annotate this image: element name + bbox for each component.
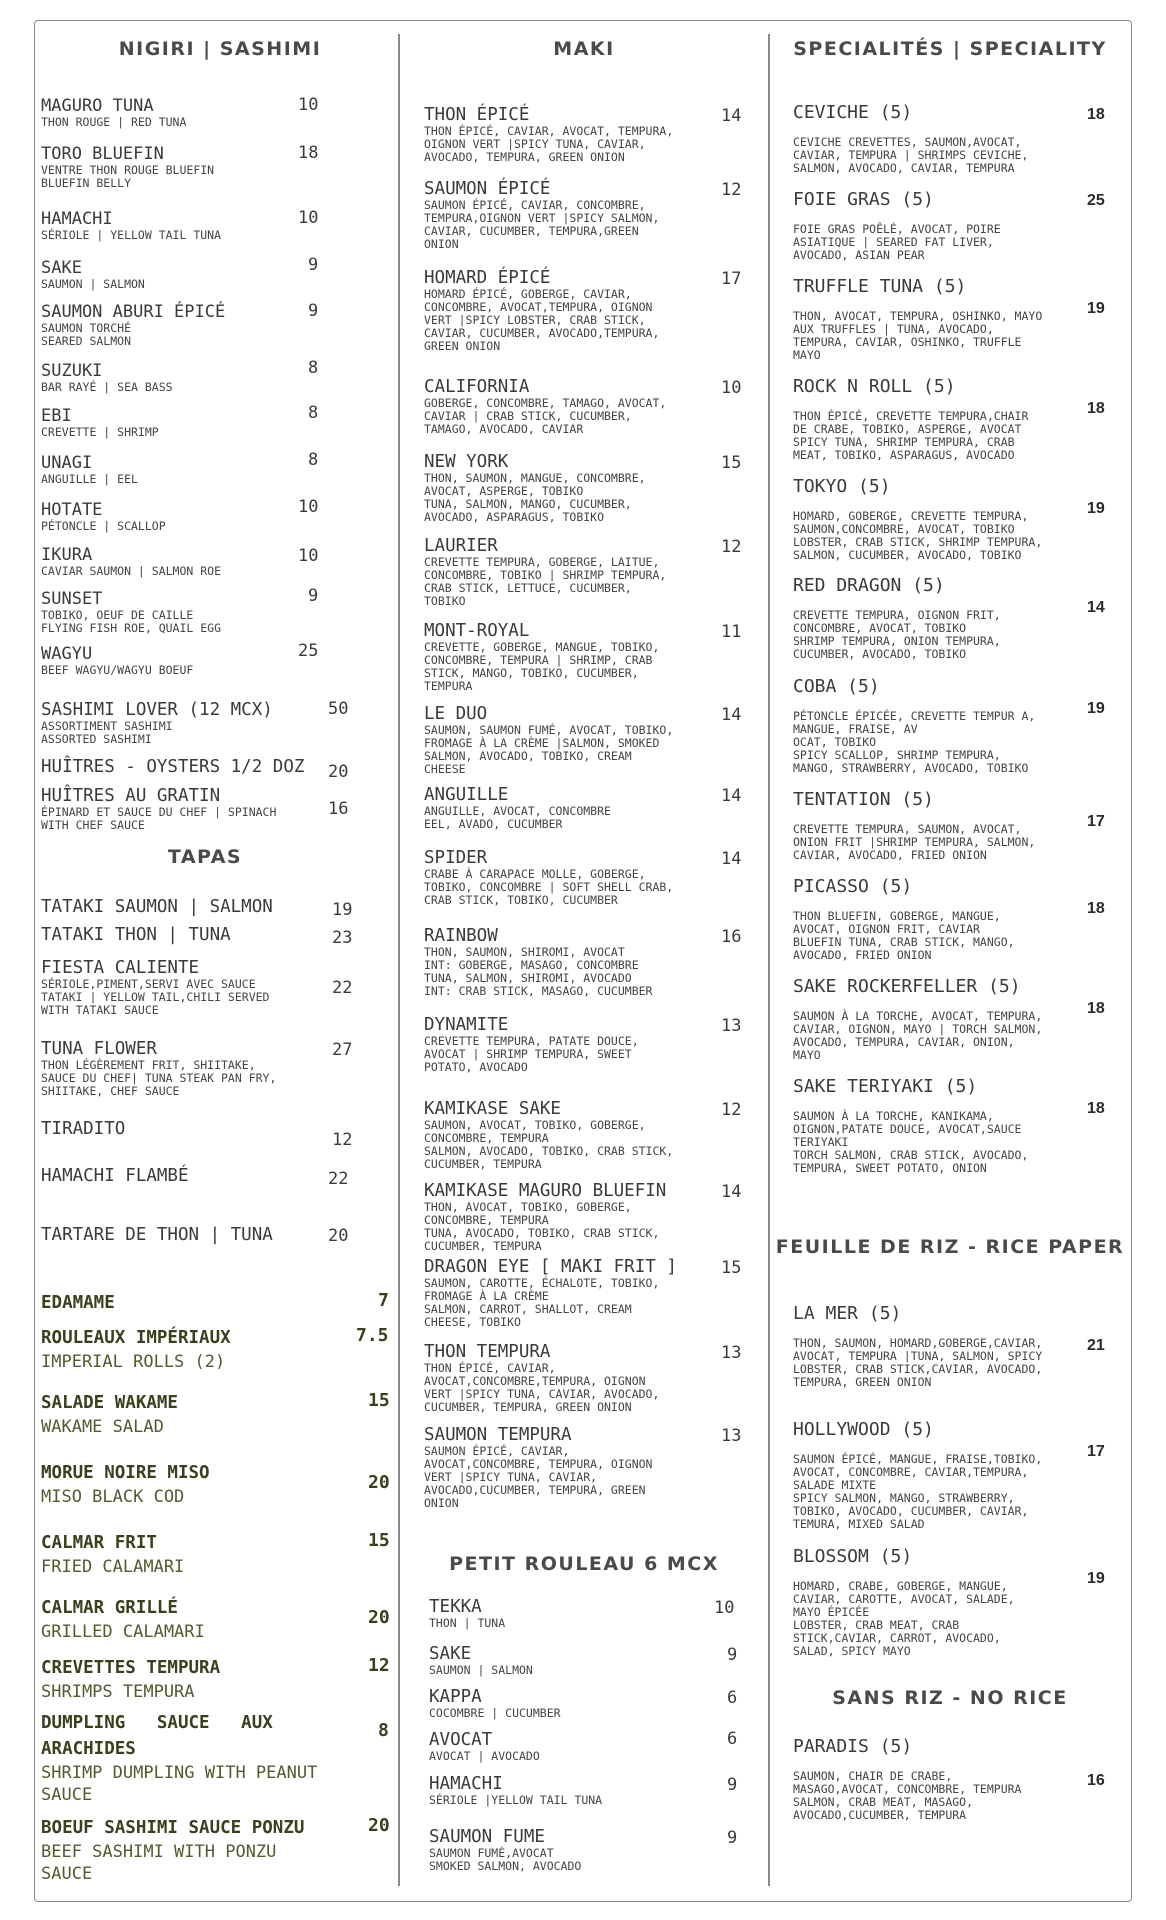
item-price: 11 (721, 622, 742, 642)
menu-item (41, 454, 138, 486)
item-description: COCOMBRE | CUCUMBER (429, 1706, 561, 1720)
column-title-nigiri: NIGIRI | SASHIMI (118, 38, 322, 60)
item-price: 17 (1087, 813, 1105, 830)
item-description: CRABE À CARAPACE MOLLE, GOBERGE, TOBIKO, CONCOMBRE | SOFT SHELL CRAB, CRAB STICK, TOBIKO, CUCUMBER (424, 867, 674, 907)
item-description: SAUMON ÉPICÉ, CAVIAR, AVOCAT,CONCOMBRE, TEMPURA, OIGNON VERT |SPICY TUNA, CAVIAR, AVOCADO,CUCUMBER, TEMPURA, GREEN ONION (424, 1444, 653, 1510)
item-price: 9 (727, 1775, 738, 1795)
item-name: UNAGI (41, 453, 93, 473)
item-price: 18 (298, 143, 319, 163)
menu-item (424, 378, 666, 436)
item-description: THON ÉPICÉ, CREVETTE TEMPURA,CHAIR DE CRABE, TOBIKO, ASPERGE, AVOCAT SPICY TUNA, SHRIMP TEMPURA, CRAB MEAT, TOBIKO, ASPARAGUS, AVOCADO (793, 409, 1029, 462)
item-name: TRUFFLE TUNA (5) (793, 276, 967, 297)
item-price: 25 (1087, 192, 1105, 209)
item-price: 7.5 (356, 1325, 389, 1346)
menu-item (41, 1167, 189, 1185)
item-price: 14 (721, 849, 742, 869)
menu-item (793, 1548, 1015, 1658)
item-description: SAUMON, CAROTTE, ÉCHALOTE, TOBIKO, FROMAGE À LA CRÈME SALMON, CARROT, SHALLOT, CREAM CHEESE, TOBIKO (424, 1276, 660, 1329)
item-description: ASSORTIMENT SASHIMI ASSORTED SASHIMI (41, 719, 173, 746)
menu-item (793, 278, 1042, 362)
menu-item (41, 1815, 351, 1885)
item-price: 27 (332, 1040, 353, 1060)
item-name: NEW YORK (424, 452, 509, 472)
menu-item (793, 978, 1042, 1062)
item-name: SAUMON TEMPURA (424, 1425, 572, 1445)
menu-item (41, 546, 221, 578)
column-title-speciality: SPECIALITÉS | SPECIALITY (793, 38, 1107, 60)
item-name: HUÎTRES AU GRATIN (41, 786, 221, 806)
menu-item (41, 1595, 351, 1643)
menu-item (424, 453, 646, 524)
menu-item (424, 786, 611, 831)
item-price: 18 (1087, 1000, 1105, 1017)
menu-item (429, 1775, 602, 1807)
item-name: DUMPLING SAUCE AUX ARACHIDES (41, 1713, 273, 1759)
menu-item (424, 269, 659, 353)
item-name: ANGUILLE (424, 785, 509, 805)
item-price: 20 (368, 1472, 390, 1493)
menu-item (793, 1421, 1042, 1531)
section-title-tapas: TAPAS (167, 846, 243, 868)
menu-item (41, 210, 221, 242)
item-price: 19 (332, 900, 353, 920)
item-name: HAMACHI (41, 209, 113, 229)
item-description: WAKAME SALAD (41, 1417, 164, 1437)
menu-item (41, 758, 304, 776)
item-price: 18 (1087, 400, 1105, 417)
menu-item (793, 1078, 1028, 1175)
item-description: BAR RAYÉ | SEA BASS (41, 380, 173, 394)
item-name: LA MER (5) (793, 1303, 902, 1324)
item-price: 20 (368, 1815, 390, 1836)
item-description: SÉRIOLE,PIMENT,SERVI AVEC SAUCE TATAKI | YELLOW TAIL,CHILI SERVED WITH TATAKI SAUCE (41, 977, 270, 1017)
menu-item (793, 791, 1035, 862)
item-name: IKURA (41, 545, 93, 565)
item-price: 8 (378, 1720, 389, 1741)
menu-item (41, 1120, 125, 1138)
item-description: GOBERGE, CONCOMBRE, TAMAGO, AVOCAT, CAVIAR | CRAB STICK, CUCUMBER, TAMAGO, AVOCADO, CAVIAR (424, 396, 667, 436)
item-description: THON ÉPICÉ, CAVIAR, AVOCAT, TEMPURA, OIGNON VERT |SPICY TUNA, CAVIAR, AVOCADO, TEMPURA, GREEN ONION (424, 124, 674, 164)
item-description: THON ÉPICÉ, CAVIAR, AVOCAT,CONCOMBRE,TEMPURA, OIGNON VERT |SPICY TUNA, CAVIAR, AVOCADO, CUCUMBER, TEMPURA, GREEN ONION (424, 1361, 660, 1414)
item-description: SAUMON ÉPICÉ, CAVIAR, CONCOMBRE, TEMPURA,OIGNON VERT |SPICY SALMON, CAVIAR, CUCUMBER, TEMPURA,GREEN ONION (424, 198, 660, 251)
item-price: 7 (378, 1290, 389, 1311)
item-name: SAKE ROCKERFELLER (5) (793, 976, 1021, 997)
item-name: THON TEMPURA (424, 1342, 551, 1362)
item-name: CEVICHE (5) (793, 102, 913, 123)
menu-item (424, 1258, 677, 1329)
item-name: SAUMON ÉPICÉ (424, 179, 551, 199)
item-price: 20 (368, 1607, 390, 1628)
item-description: THON, SAUMON, MANGUE, CONCOMBRE, AVOCAT, ASPERGE, TOBIKO TUNA, SALMON, MANGO, CUCUMBER, AVOCADO, ASPARAGUS, TOBIKO (424, 471, 646, 524)
item-price: 8 (308, 450, 319, 470)
menu-item (41, 362, 173, 394)
item-price: 17 (1087, 1443, 1105, 1460)
item-price: 21 (1087, 1337, 1105, 1354)
menu-item (41, 1226, 273, 1244)
item-description: THON, AVOCAT, TOBIKO, GOBERGE, CONCOMBRE, TEMPURA TUNA, AVOCADO, TOBIKO, CRAB STICK, CUCUMBER, TEMPURA (424, 1200, 660, 1253)
item-description: HOMARD, GOBERGE, CREVETTE TEMPURA, SAUMON,CONCOMBRE, AVOCAT, TOBIKO LOBSTER, CRAB STICK, SHRIMP TEMPURA, SALMON, CUCUMBER, AVOCADO, TOBIKO (793, 509, 1043, 562)
item-name: SUNSET (41, 589, 103, 609)
item-name: EDAMAME (41, 1293, 115, 1313)
item-name: FIESTA CALIENTE (41, 958, 200, 978)
item-price: 10 (298, 546, 319, 566)
item-description: CREVETTE TEMPURA, GOBERGE, LAITUE, CONCOMBRE, TOBIKO | SHRIMP TEMPURA, CRAB STICK, LETTUCE, CUCUMBER, TOBIKO (424, 555, 667, 608)
item-price: 25 (298, 641, 319, 661)
item-description: SAUMON À LA TORCHE, KANIKAMA, OIGNON,PATATE DOUCE, AVOCAT,SAUCE TERIYAKI TORCH SALMON, CRAB STICK, AVOCADO, TEMPURA, SWEET POTATO, ONION (793, 1109, 1029, 1175)
menu-item (41, 303, 225, 348)
item-price: 19 (1087, 700, 1105, 717)
menu-item (41, 1460, 351, 1508)
item-price: 9 (308, 255, 319, 275)
item-name: MONT-ROYAL (424, 621, 530, 641)
item-description: THON, SAUMON, HOMARD,GOBERGE,CAVIAR, AVOCAT, TEMPURA |TUNA, SALMON, SPICY LOBSTER, CRAB STICK,CAVIAR, AVOCADO, TEMPURA, GREEN ONION (793, 1336, 1043, 1389)
item-price: 10 (298, 208, 319, 228)
item-description: IMPERIAL ROLLS (2) (41, 1352, 226, 1372)
menu-item (41, 145, 214, 190)
item-description: SAUMON TORCHÉ SEARED SALMON (41, 321, 132, 348)
item-price: 15 (721, 1258, 742, 1278)
item-price: 18 (1087, 900, 1105, 917)
item-description: ANGUILLE | EEL (41, 472, 138, 486)
item-price: 15 (368, 1530, 390, 1551)
item-name: RAINBOW (424, 926, 498, 946)
item-description: SAUMON À LA TORCHE, AVOCAT, TEMPURA, CAVIAR, OIGNON, MAYO | TORCH SALMON, AVOCADO, TEMPURA, CAVIAR, ONION, MAYO (793, 1009, 1043, 1062)
item-name: TOKYO (5) (793, 476, 891, 497)
item-name: SPIDER (424, 848, 488, 868)
item-price: 6 (727, 1729, 738, 1749)
item-description: SÉRIOLE | YELLOW TAIL TUNA (41, 228, 222, 242)
menu-item (41, 1390, 351, 1438)
item-price: 9 (308, 586, 319, 606)
column-divider (768, 34, 770, 1886)
menu-item (41, 959, 269, 1017)
menu-item (424, 537, 666, 608)
item-name: SALADE WAKAME (41, 1393, 178, 1413)
item-description: CREVETTE TEMPURA, PATATE DOUCE, AVOCAT | SHRIMP TEMPURA, SWEET POTATO, AVOCADO (424, 1034, 639, 1074)
item-price: 16 (721, 927, 742, 947)
item-description: CEVICHE CREVETTES, SAUMON,AVOCAT, CAVIAR, TEMPURA | SHRIMPS CEVICHE, SALMON, AVOCADO, CAVIAR, TEMPURA (793, 135, 1029, 175)
item-name: DYNAMITE (424, 1015, 509, 1035)
column-divider (398, 34, 400, 1886)
section-title-rice-paper: FEUILLE DE RIZ - RICE PAPER (775, 1236, 1125, 1258)
item-name: TARTARE DE THON | TUNA (41, 1225, 273, 1245)
item-name: TORO BLUEFIN (41, 144, 164, 164)
menu-item (41, 501, 166, 533)
menu-item (424, 927, 652, 998)
item-price: 19 (1087, 300, 1105, 317)
item-name: PARADIS (5) (793, 1736, 913, 1757)
item-description: PÉTONCLE ÉPICÉE, CREVETTE TEMPUR A, MANGUE, FRAISE, AV OCAT, TOBIKO SPICY SCALLOP, SHRIMP TEMPURA, MANGO, STRAWBERRY, AVOCADO, TOBIKO (793, 709, 1036, 775)
menu-item (41, 407, 159, 439)
item-name: SAKE TERIYAKI (5) (793, 1076, 978, 1097)
item-description: SHRIMP DUMPLING WITH PEANUT SAUCE (41, 1763, 318, 1805)
item-price: 8 (308, 403, 319, 423)
item-description: PÉTONCLE | SCALLOP (41, 519, 166, 533)
menu-item (424, 1100, 673, 1171)
item-description: SAUMON, SAUMON FUMÉ, AVOCAT, TOBIKO, FROMAGE À LA CRÈME |SALMON, SMOKED SALMON, AVOCADO, TOBIKO, CREAM CHEESE (424, 723, 674, 776)
menu-item (41, 645, 193, 677)
menu-item (424, 849, 673, 907)
menu-item (41, 1655, 351, 1703)
menu-item (429, 1598, 505, 1630)
menu-item (424, 1182, 666, 1253)
item-description: ANGUILLE, AVOCAT, CONCOMBRE EEL, AVADO, CUCUMBER (424, 804, 611, 831)
item-name: ROULEAUX IMPÉRIAUX (41, 1328, 231, 1348)
item-description: CAVIAR SAUMON | SALMON ROE (41, 564, 222, 578)
item-name: BOEUF SASHIMI SAUCE PONZU (41, 1818, 305, 1838)
item-name: RED DRAGON (5) (793, 575, 945, 596)
item-description: GRILLED CALAMARI (41, 1622, 205, 1642)
item-description: BEEF WAGYU/WAGYU BOEUF (41, 663, 194, 677)
item-name: HOLLYWOOD (5) (793, 1419, 934, 1440)
item-price: 15 (368, 1390, 390, 1411)
menu-item (793, 678, 1035, 775)
item-price: 16 (1087, 1772, 1105, 1789)
item-description: THON, SAUMON, SHIROMI, AVOCAT INT: GOBERGE, MASAGO, CONCOMBRE TUNA, SALMON, SHIROMI, AVOCADO INT: CRAB STICK, MASAGO, CUCUMBER (424, 945, 653, 998)
item-name: TENTATION (5) (793, 789, 934, 810)
item-name: HOMARD ÉPICÉ (424, 268, 551, 288)
item-price: 10 (298, 497, 319, 517)
item-price: 12 (721, 537, 742, 557)
menu-item (793, 878, 1015, 962)
item-price: 9 (727, 1828, 738, 1848)
item-name: WAGYU (41, 644, 93, 664)
item-price: 23 (332, 928, 353, 948)
item-description: THON BLUEFIN, GOBERGE, MANGUE, AVOCAT, OIGNON FRIT, CAVIAR BLUEFIN TUNA, CRAB STICK, MANGO, AVOCADO, FRIED ONION (793, 909, 1015, 962)
item-name: HUÎTRES - OYSTERS 1/2 DOZ (41, 757, 305, 777)
item-name: SUZUKI (41, 361, 103, 381)
item-description: ÉPINARD ET SAUCE DU CHEF | SPINACH WITH CHEF SAUCE (41, 805, 277, 832)
menu-item (41, 1710, 351, 1806)
item-name: THON ÉPICÉ (424, 105, 530, 125)
item-name: HAMACHI (429, 1774, 503, 1794)
column-title-maki: MAKI (553, 38, 615, 60)
menu-item (424, 106, 673, 164)
item-description: THON | TUNA (429, 1616, 506, 1630)
item-price: 12 (721, 180, 742, 200)
item-description: CREVETTE TEMPURA, OIGNON FRIT, CONCOMBRE, AVOCAT, TOBIKO SHRIMP TEMPURA, ONION TEMPURA, CUCUMBER, AVOCADO, TOBIKO (793, 608, 1001, 661)
item-name: SAKE (429, 1644, 472, 1664)
item-description: CREVETTE | SHRIMP (41, 425, 159, 439)
item-price: 6 (727, 1688, 738, 1708)
item-description: SAUMON, AVOCAT, TOBIKO, GOBERGE, CONCOMBRE, TEMPURA SALMON, AVOCADO, TOBIKO, CRAB STICK, CUCUMBER, TEMPURA (424, 1118, 674, 1171)
item-name: AVOCAT (429, 1730, 493, 1750)
item-price: 14 (721, 786, 742, 806)
menu-item (793, 104, 1028, 175)
menu-item (429, 1688, 561, 1720)
item-price: 10 (298, 95, 319, 115)
item-description: CREVETTE, GOBERGE, MANGUE, TOBIKO, CONCOMBRE, TEMPURA | SHRIMP, CRAB STICK, MANGO, TOBIKO, CUCUMBER, TEMPURA (424, 640, 660, 693)
item-price: 16 (328, 799, 349, 819)
item-price: 15 (721, 453, 742, 473)
item-name: LE DUO (424, 704, 488, 724)
menu-item (424, 622, 659, 693)
item-name: KAPPA (429, 1687, 482, 1707)
item-price: 14 (721, 106, 742, 126)
menu-item (424, 1016, 639, 1074)
item-name: HAMACHI FLAMBÉ (41, 1166, 189, 1186)
menu-item (41, 1325, 351, 1373)
item-price: 9 (308, 301, 319, 321)
item-description: CREVETTE TEMPURA, SAUMON, AVOCAT, ONION FRIT |SHRIMP TEMPURA, SALMON, CAVIAR, AVOCADO, FRIED ONION (793, 822, 1036, 862)
menu-item (41, 701, 273, 746)
item-description: SAUMON ÉPICÉ, MANGUE, FRAISE,TOBIKO, AVOCAT, CONCOMBRE, CAVIAR,TEMPURA, SALADE MIXTE SPICY SALMON, MANGO, STRAWBERRY, TOBIKO, AVOCADO, CUCUMBER, CAVIAR, TEMURA, MIXED SALAD (793, 1452, 1043, 1531)
item-description: SAUMON FUMÉ,AVOCAT SMOKED SALMON, AVOCADO (429, 1846, 582, 1873)
item-name: TEKKA (429, 1597, 482, 1617)
item-name: TUNA FLOWER (41, 1039, 157, 1059)
menu-item (41, 1040, 276, 1098)
item-price: 13 (721, 1016, 742, 1036)
menu-item (424, 180, 659, 251)
item-price: 20 (328, 1226, 349, 1246)
menu-item (41, 259, 145, 291)
item-price: 22 (328, 1169, 349, 1189)
item-name: COBA (5) (793, 676, 880, 697)
item-name: CALMAR GRILLÉ (41, 1598, 178, 1618)
item-name: BLOSSOM (5) (793, 1546, 913, 1567)
item-price: 18 (1087, 1100, 1105, 1117)
menu-item (41, 97, 186, 129)
item-price: 8 (308, 358, 319, 378)
item-name: TATAKI THON | TUNA (41, 925, 231, 945)
menu-item (793, 191, 1001, 262)
item-description: AVOCAT | AVOCADO (429, 1749, 540, 1763)
item-price: 10 (721, 378, 742, 398)
item-price: 22 (332, 978, 353, 998)
item-name: TATAKI SAUMON | SALMON (41, 897, 273, 917)
item-description: SÉRIOLE |YELLOW TAIL TUNA (429, 1793, 603, 1807)
item-name: CREVETTES TEMPURA (41, 1658, 221, 1678)
item-price: 9 (727, 1645, 738, 1665)
menu-item (429, 1828, 581, 1873)
item-name: ROCK N ROLL (5) (793, 376, 956, 397)
item-description: THON ROUGE | RED TUNA (41, 115, 187, 129)
item-description: HOMARD ÉPICÉ, GOBERGE, CAVIAR, CONCOMBRE, AVOCAT,TEMPURA, OIGNON VERT |SPICY LOBSTER, CRAB STICK, CAVIAR, CUCUMBER, AVOCADO,TEMPURA, GREEN ONION (424, 287, 660, 353)
item-description: FRIED CALAMARI (41, 1557, 185, 1577)
item-description: VENTRE THON ROUGE BLUEFIN BLUEFIN BELLY (41, 163, 215, 190)
menu-item (793, 478, 1042, 562)
item-name: FOIE GRAS (5) (793, 189, 934, 210)
item-name: CALIFORNIA (424, 377, 530, 397)
item-name: MORUE NOIRE MISO (41, 1463, 210, 1483)
item-description: SHRIMPS TEMPURA (41, 1682, 195, 1702)
item-price: 19 (1087, 500, 1105, 517)
menu-item (41, 926, 231, 944)
item-name: LAURIER (424, 536, 498, 556)
menu-item (793, 1305, 1042, 1389)
item-name: PICASSO (5) (793, 876, 913, 897)
item-description: TOBIKO, OEUF DE CAILLE FLYING FISH ROE, QUAIL EGG (41, 608, 222, 635)
item-price: 50 (328, 699, 349, 719)
item-price: 12 (721, 1100, 742, 1120)
item-description: SAUMON | SALMON (429, 1663, 533, 1677)
item-name: KAMIKASE MAGURO BLUEFIN (424, 1181, 667, 1201)
menu-item (793, 378, 1028, 462)
menu-item (424, 1343, 659, 1414)
item-description: THON LÉGÈREMENT FRIT, SHIITAKE, SAUCE DU CHEF| TUNA STEAK PAN FRY, SHIITAKE, CHEF SAUCE (41, 1058, 277, 1098)
item-price: 14 (721, 705, 742, 725)
menu-item (41, 898, 273, 916)
item-price: 10 (714, 1598, 735, 1618)
menu-item (41, 1290, 351, 1316)
item-price: 17 (721, 269, 742, 289)
menu-item (429, 1645, 533, 1677)
menu-item (793, 1738, 1021, 1822)
item-description: HOMARD, CRABE, GOBERGE, MANGUE, CAVIAR, CAROTTE, AVOCAT, SALADE, MAYO ÉPICÉE LOBSTER, CRAB MEAT, CRAB STICK,CAVIAR, CARROT, AVOCADO, SALAD, SPICY MAYO (793, 1579, 1015, 1658)
item-name: CALMAR FRIT (41, 1533, 157, 1553)
menu-item (41, 787, 276, 832)
menu-item (41, 590, 221, 635)
item-description: THON, AVOCAT, TEMPURA, OSHINKO, MAYO AUX TRUFFLES | TUNA, AVOCADO, TEMPURA, CAVIAR, OSHINKO, TRUFFLE MAYO (793, 309, 1043, 362)
menu-item (424, 1426, 652, 1510)
item-price: 12 (368, 1655, 390, 1676)
item-name: SAKE (41, 258, 82, 278)
section-title-no-rice: SANS RIZ - NO RICE (832, 1687, 1068, 1709)
item-name: KAMIKASE SAKE (424, 1099, 561, 1119)
item-price: 14 (1087, 599, 1105, 616)
item-price: 13 (721, 1343, 742, 1363)
item-price: 20 (328, 762, 349, 782)
item-name: SAUMON ABURI ÉPICÉ (41, 302, 226, 322)
item-description: MISO BLACK COD (41, 1487, 185, 1507)
item-description: SAUMON, CHAIR DE CRABE, MASAGO,AVOCAT, CONCOMBRE, TEMPURA SALMON, CRAB MEAT, MASAGO, AVOCADO,CUCUMBER, TEMPURA (793, 1769, 1022, 1822)
item-name: HOTATE (41, 500, 103, 520)
item-description: SAUMON | SALMON (41, 277, 145, 291)
menu-item (41, 1530, 351, 1578)
menu-item (424, 705, 673, 776)
item-price: 18 (1087, 106, 1105, 123)
item-name: SASHIMI LOVER (12 MCX) (41, 700, 273, 720)
item-description: BEEF SASHIMI WITH PONZU SAUCE (41, 1842, 277, 1884)
menu-item (793, 577, 1001, 661)
item-name: EBI (41, 406, 72, 426)
item-price: 19 (1087, 1570, 1105, 1587)
menu-item (429, 1731, 540, 1763)
item-name: MAGURO TUNA (41, 96, 154, 116)
item-price: 12 (332, 1130, 353, 1150)
item-name: SAUMON FUME (429, 1827, 545, 1847)
section-title-petit-rouleau: PETIT ROULEAU 6 MCX (449, 1553, 719, 1575)
item-name: TIRADITO (41, 1119, 126, 1139)
item-price: 14 (721, 1182, 742, 1202)
item-description: FOIE GRAS POÊLÉ, AVOCAT, POIRE ASIATIQUE | SEARED FAT LIVER, AVOCADO, ASIAN PEAR (793, 222, 1001, 262)
item-price: 13 (721, 1426, 742, 1446)
item-name: DRAGON EYE [ MAKI FRIT ] (424, 1257, 677, 1277)
